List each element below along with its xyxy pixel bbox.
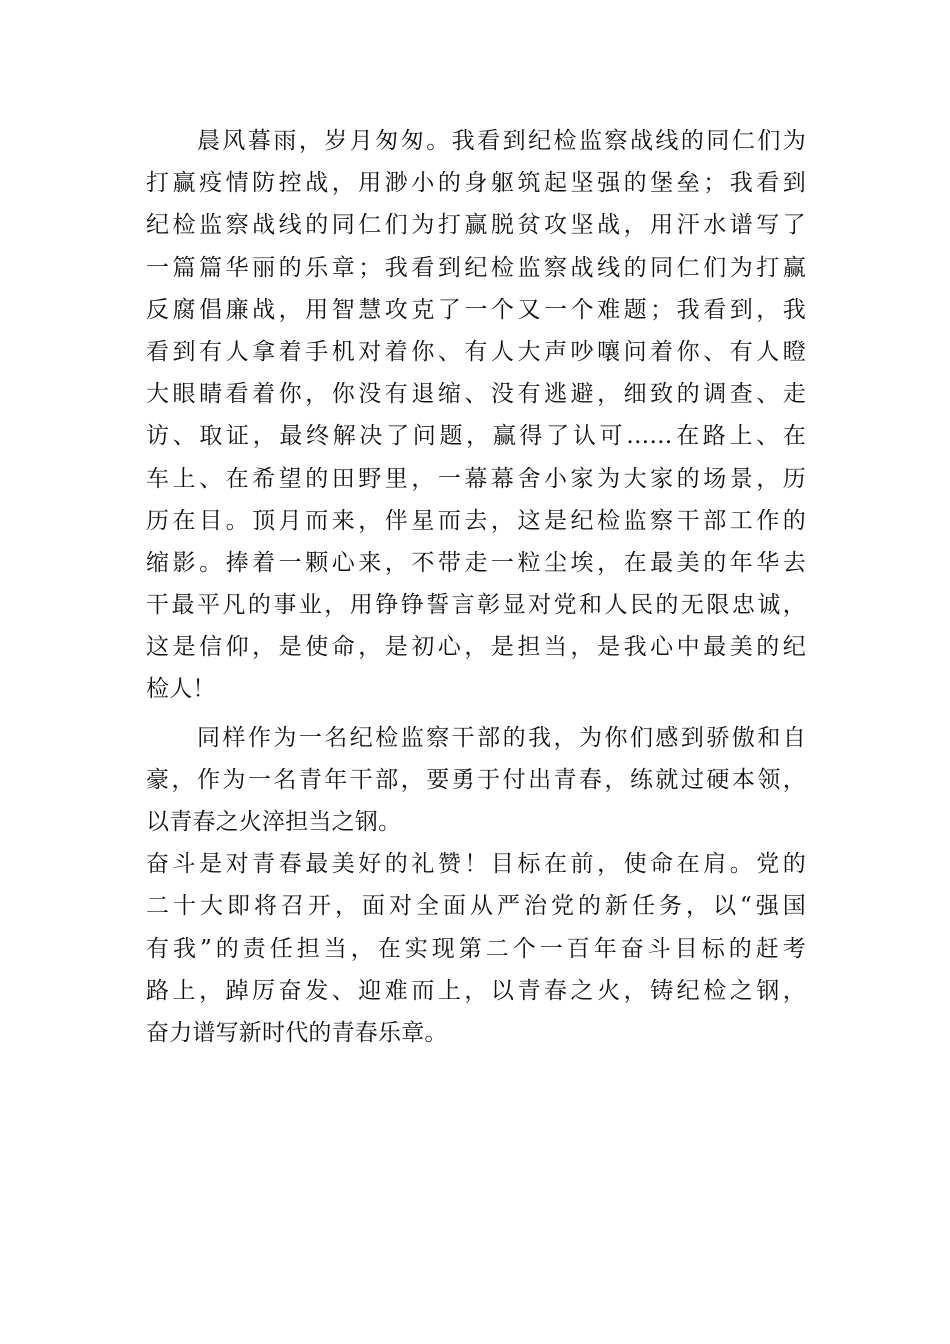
text-line: 豪，作为一名青年干部，要勇于付出青春，练就过硬本领，: [146, 766, 806, 793]
text-line: 以青春之火淬担当之钢。: [146, 809, 402, 835]
text-line: 纪检监察战线的同仁们为打赢脱贫攻坚战，用汗水谱写了: [146, 212, 806, 239]
paragraph-1: [146, 120, 806, 711]
text-line: 奋力谱写新时代的青春乐章。: [146, 1019, 448, 1046]
text-line: 二十大即将召开，面对全面从严治党的新任务，以“强国: [146, 893, 806, 920]
text-line: 检人！: [146, 676, 216, 703]
paragraph-2: [146, 717, 806, 844]
text-line: 访、取证，最终解决了问题，赢得了认可……在路上、在: [146, 423, 806, 450]
text-line: 晨风暮雨，岁月匆匆。我看到纪检监察战线的同仁们为: [146, 128, 806, 154]
text-line: 看到有人拿着手机对着你、有人大声吵嚷问着你、有人瞪: [146, 338, 806, 365]
text-line: 打赢疫情防控战，用渺小的身躯筑起坚强的堡垒；我看到: [146, 170, 806, 197]
text-line: 大眼睛看着你，你没有退缩、没有逃避，细致的调查、走: [146, 381, 806, 408]
text-line: 路上，踔厉奋发、迎难而上，以青春之火，铸纪检之钢，: [146, 977, 806, 1004]
text-line: 车上、在希望的田野里，一幕幕舍小家为大家的场景，历: [146, 465, 806, 492]
text-line: 有我”的责任担当，在实现第二个一百年奋斗目标的赶考: [146, 935, 806, 962]
text-line: 缩影。捧着一颗心来，不带走一粒尘埃，在最美的年华去: [146, 549, 806, 576]
text-line: 干最平凡的事业，用铮铮誓言彰显对党和人民的无限忠诚，: [146, 592, 806, 619]
text-line: 一篇篇华丽的乐章；我看到纪检监察战线的同仁们为打赢: [146, 254, 806, 281]
text-line: 同样作为一名纪检监察干部的我，为你们感到骄傲和自: [146, 724, 806, 751]
text-line: 历在目。顶月而来，伴星而去，这是纪检监察干部工作的: [146, 507, 806, 534]
paragraph-3: [146, 843, 806, 1054]
text-line: 奋斗是对青春最美好的礼赞！目标在前，使命在肩。党的: [146, 851, 806, 878]
text-line: 这是信仰，是使命，是初心，是担当，是我心中最美的纪: [146, 634, 806, 661]
text-line: 反腐倡廉战，用智慧攻克了一个又一个难题；我看到，我: [146, 296, 806, 323]
document-body: [146, 120, 806, 1054]
